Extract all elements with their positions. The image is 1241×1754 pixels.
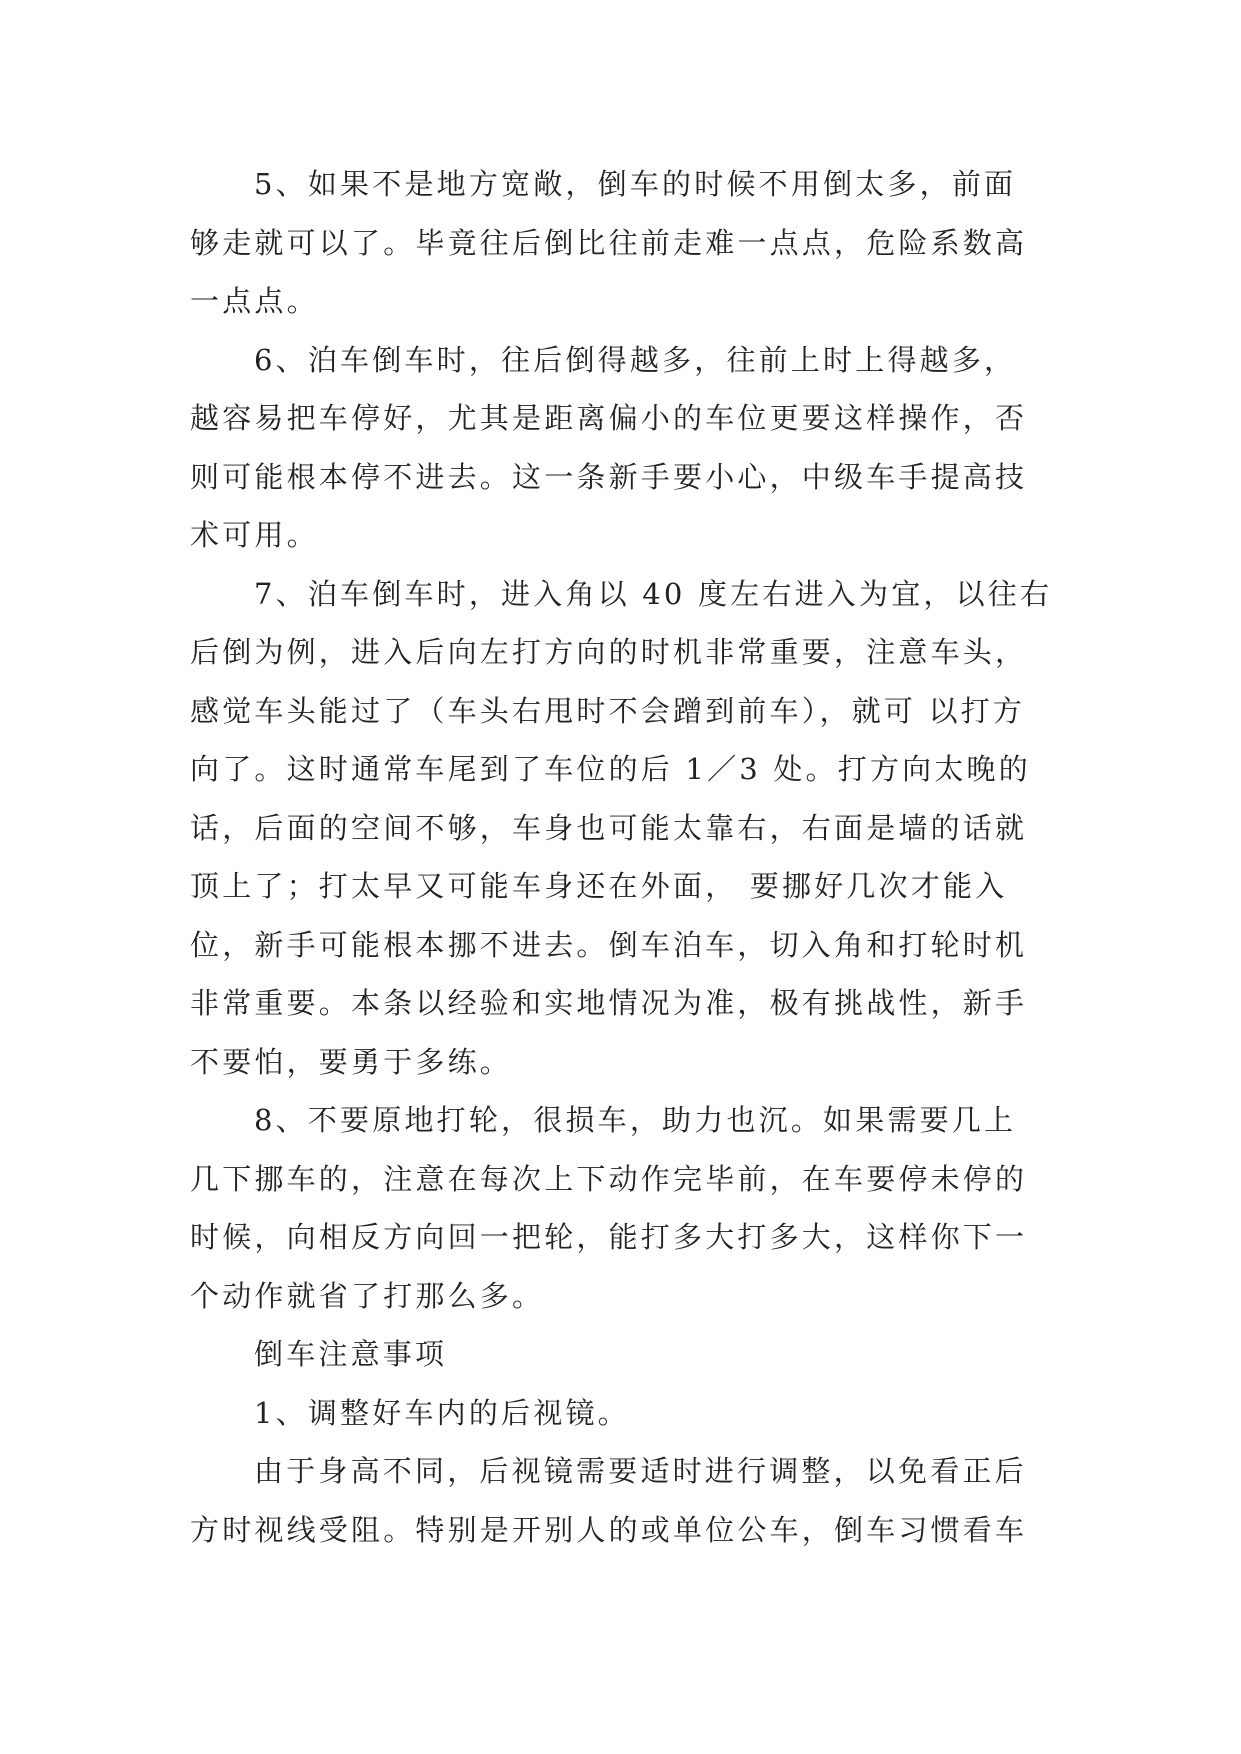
text-line: 时候，向相反方向回一把轮，能打多大打多大，这样你下一 (190, 1220, 1028, 1254)
paragraph-item-6 (190, 331, 1060, 565)
text-line: 由于身高不同，后视镜需要适时进行调整，以免看正后 (254, 1454, 1027, 1488)
text-line: 5、如果不是地方宽敞，倒车的时候不用倒太多，前面 (254, 167, 1017, 201)
text-line: 则可能根本停不进去。这一条新手要小心，中级车手提高技 (190, 459, 1028, 494)
text-line: 8、不要原地打轮，很损车，助力也沉。如果需要几上 (254, 1103, 1017, 1137)
document-body (190, 155, 1060, 1559)
text-line: 7、泊车倒车时，进入角以 40 度左右进入为宜，以往右 (254, 576, 1053, 611)
text-line: 不要怕，要勇于多练。 (190, 1044, 513, 1079)
text-line: 向了。这时通常车尾到了车位的后 1／3 处。打方向太晚的 (190, 752, 1031, 786)
text-line: 术可用。 (190, 518, 319, 552)
text-line: 感觉车头能过了（车头右甩时不会蹭到前车），就可 以打方 (190, 693, 1026, 728)
section-heading-text: 倒车注意事项 (254, 1337, 448, 1371)
text-line: 话，后面的空间不够，车身也可能太靠右，右面是墙的话就 (190, 810, 1028, 845)
paragraph-mirror-adjust (190, 1442, 1060, 1559)
text-line: 方时视线受阻。特别是开别人的或单位公车，倒车习惯看车 (190, 1512, 1028, 1547)
paragraph-item-5 (190, 155, 1060, 331)
text-line: 几下挪车的，注意在每次上下动作完毕前，在车要停未停的 (190, 1161, 1028, 1196)
paragraph-item-7 (190, 565, 1060, 1092)
text-line: 6、泊车倒车时，往后倒得越多，往前上时上得越多， (254, 342, 1017, 377)
paragraph-item-1 (190, 1384, 1060, 1443)
text-line: 位，新手可能根本挪不进去。倒车泊车，切入角和打轮时机 (190, 927, 1028, 962)
section-heading (190, 1325, 1060, 1384)
text-line: 个动作就省了打那么多。 (190, 1278, 545, 1313)
text-line: 越容易把车停好，尤其是距离偏小的车位更要这样操作，否 (190, 401, 1028, 435)
paragraph-item-8 (190, 1091, 1060, 1325)
text-line: 一点点。 (190, 284, 319, 318)
text-line: 顶上了；打太早又可能车身还在外面， 要挪好几次才能入 (190, 869, 1008, 903)
text-line: 1、调整好车内的后视镜。 (254, 1395, 630, 1430)
text-line: 非常重要。本条以经验和实地情况为准，极有挑战性，新手 (190, 986, 1028, 1020)
text-line: 够走就可以了。毕竟往后倒比往前走难一点点，危险系数高 (190, 225, 1028, 260)
text-line: 后倒为例，进入后向左打方向的时机非常重要，注意车头， (190, 635, 1028, 669)
